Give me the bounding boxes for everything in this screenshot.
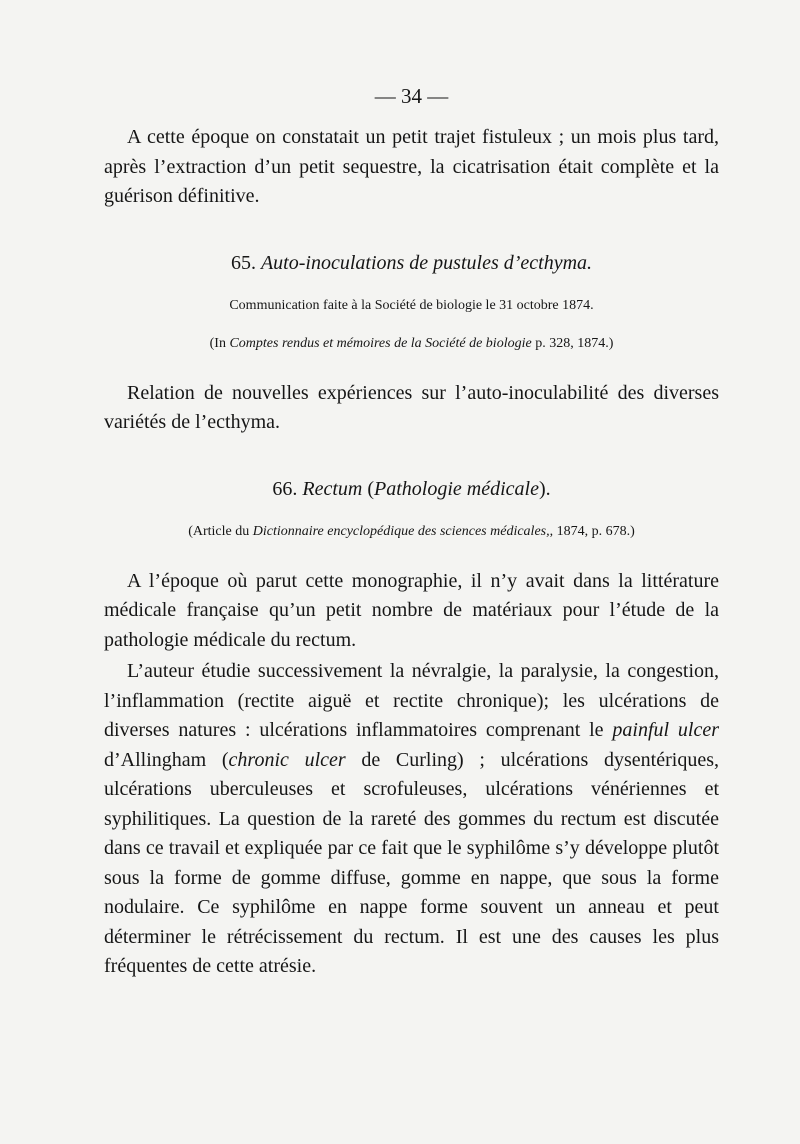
section-65-ref-prefix: (In (209, 335, 230, 351)
section-65-heading (104, 252, 719, 275)
section-65-title: Auto-inoculations de pustules d’ecthyma. (260, 251, 593, 274)
section-66-reference (104, 523, 719, 541)
section-66-p2-a: L’auteur étudie successivement la névralgie, la paralysie, la congestion, l’inflammation (rectite aiguë et rectite chronique); les ulcérations de diverses natures : ulcérations inflammatoires comprenant le (104, 660, 719, 741)
section-66-number: 66. (272, 477, 298, 500)
intro-paragraph: A cette époque on constatait un petit trajet fistuleux ; un mois plus tard, après l’extraction d’un petit sequestre, la cicatrisation était complète et la guérison définitive. (104, 126, 719, 207)
section-66-p2-c: d’Allingham ( (104, 748, 229, 771)
section-66-heading (104, 478, 719, 501)
page-content (104, 84, 719, 982)
section-66-title-open: ( (367, 477, 375, 500)
section-65-number: 65. (230, 251, 256, 274)
section-66-ref-prefix: (Article du (188, 523, 253, 539)
section-66-p2-chronic-ulcer: chronic ulcer (228, 748, 346, 771)
section-65-paragraph: Relation de nouvelles expériences sur l’auto-inoculabilité des diverses variétés de l’ecthyma. (104, 381, 719, 433)
section-66-p2-painful-ulcer: painful ulcer (612, 719, 719, 741)
section-66-ref-source: Dictionnaire encyclopédique des sciences médicales, (252, 523, 550, 539)
section-66-paragraph-1: A l’époque où parut cette monographie, il n’y avait dans la littérature médicale française qu’un petit nombre de matériaux pour l’étude de la pathologie médicale du rectum. (104, 569, 719, 651)
section-66-title-sub: Pathologie médicale (374, 477, 539, 500)
section-65-ref-suffix: p. 328, 1874.) (531, 335, 614, 351)
section-66-title-close: ). (538, 477, 551, 500)
section-65-ref-source: Comptes rendus et mémoires de la Société de biologie (229, 335, 532, 351)
section-66-p2-e: de Curling) ; ulcérations dysentériques, ulcérations uberculeuses et scrofuleuses, ulcérations vénériennes et syphilitiques. La question de la rareté des gommes du rectum est discutée dans ce travail et expliquée par ce fait que le syphilôme s’y développe plutôt sous la forme de gomme diffuse, gomme en nappe, que sous la forme nodulaire. Ce syphilôme en nappe forme souvent un anneau et peut déterminer le rétrécissement du rectum. Il est une des causes les plus fréquentes de cette atrésie. (104, 748, 719, 977)
section-66-ref-suffix: , 1874, p. 678.) (549, 523, 635, 539)
section-65-communication: Communication faite à la Société de biologie le 31 octobre 1874. (229, 297, 594, 313)
section-65-reference (104, 335, 719, 353)
page-number: — 34 — (374, 84, 449, 108)
section-66-paragraph-2 (104, 657, 719, 982)
section-66-title-main: Rectum (302, 477, 363, 500)
